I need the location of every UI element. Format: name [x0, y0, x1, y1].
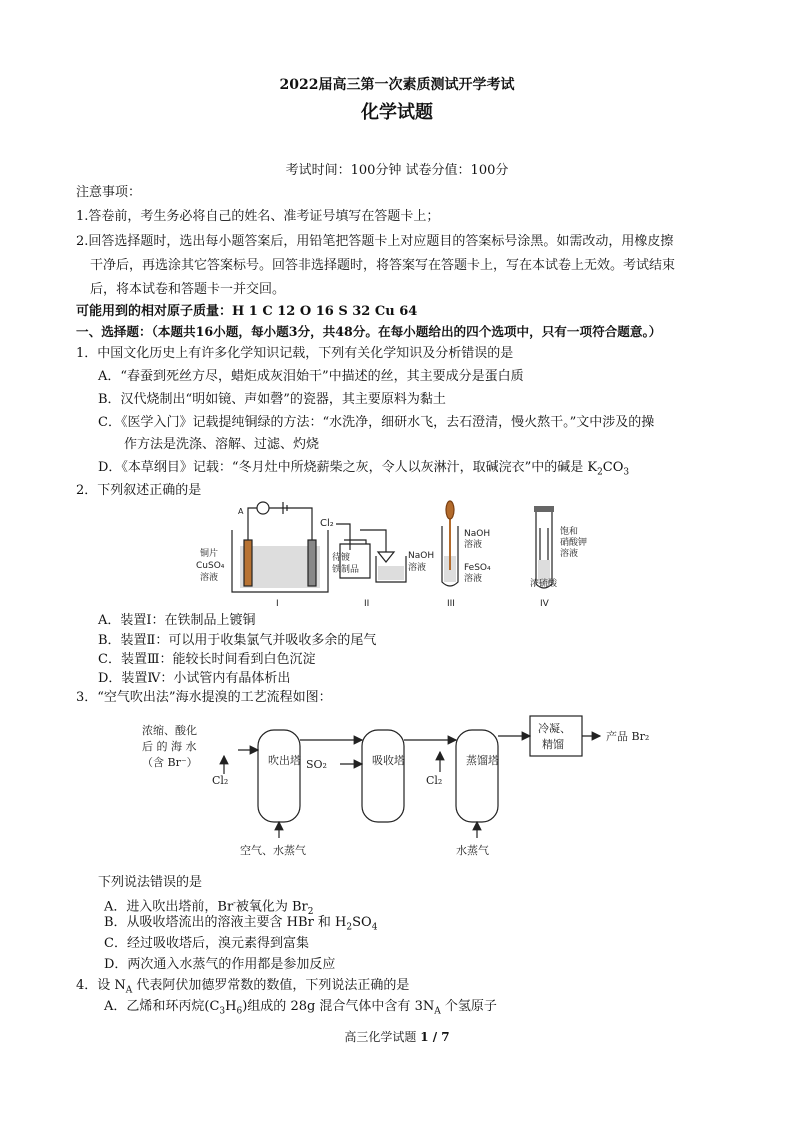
naoh-3-solution-label: 溶液	[464, 540, 483, 550]
saturated-label-1: 饱和	[560, 527, 579, 537]
exam-title: 2022届高三第一次素质测试开学考试	[279, 77, 515, 93]
note-item-2-line-2: 干净后，再选涂其它答案标号。回答非选择题时，将答案写在答题卡上，写在本试卷上无效。考试结束	[90, 258, 676, 273]
tower-3-label: 蒸馏塔	[466, 754, 499, 767]
feso4-solution-label: 溶液	[464, 574, 483, 584]
q2-option-c: C．装置Ⅲ：能较长时间看到白色沉淀	[98, 652, 316, 667]
bottom-input-1: 空气、水蒸气	[240, 844, 306, 857]
page-footer: 高三化学试题 1 / 7	[344, 1030, 450, 1044]
blowout-tower	[258, 730, 300, 822]
note-item-2-line-1: 2.回答选择题时，选出每小题答案后，用铅笔把答题卡上对应题目的答案标号涂黑。如需改动，用橡皮擦	[76, 234, 674, 249]
cuso4-solution-label: 溶液	[200, 573, 219, 583]
tower-2-label: 吸收塔	[372, 754, 405, 767]
condense-label-2: 精馏	[542, 738, 564, 751]
cu-plate-label: 铜片	[200, 549, 219, 559]
apparatus-3	[442, 501, 458, 586]
ammeter-label: A	[238, 507, 244, 516]
cl2-input-b: Cl₂	[426, 774, 443, 787]
apparatus-4	[534, 506, 554, 588]
absorption-tower	[362, 730, 404, 822]
feed-label-1: 浓缩、酸化	[142, 724, 197, 737]
q1-stem: 1．中国文化历史上有许多化学知识记载，下列有关化学知识及分析错误的是	[76, 346, 514, 361]
q3-option-c: C．经过吸收塔后，溴元素得到富集	[104, 936, 309, 951]
roman-1: I	[276, 599, 279, 609]
q4-option-a: A．乙烯和环丙烷$(C_3H_6)$组成的 28g 混合气体中含有 $3N_A$ 个氢原子	[104, 999, 497, 1017]
conc-h2so4-label: 浓硫酸	[530, 579, 558, 589]
q1-option-a: A．“春蚕到死丝方尽，蜡炬成灰泪始干”中描述的丝，其主要成分是蛋白质	[98, 369, 524, 384]
subject-title: 化学试题	[361, 102, 433, 123]
note-item-2-line-3: 后，将本试卷和答题卡一并交回。	[90, 282, 286, 297]
roman-2: II	[364, 599, 370, 609]
tower-1-label: 吹出塔	[268, 754, 301, 767]
cl2-input-a: Cl₂	[212, 774, 229, 787]
q3-flow-diagram	[0, 712, 794, 862]
feed-label-2: 后 的 海 水	[142, 740, 197, 753]
naoh-solution-label: 溶液	[408, 563, 427, 573]
plated-label-1: 待镀	[332, 553, 351, 563]
apparatus-1	[232, 502, 328, 592]
so2-label: SO₂	[306, 758, 327, 771]
exam-info: 考试时间：100分钟 试卷分值：100分	[285, 163, 509, 178]
cl2-label: Cl₂	[320, 518, 334, 529]
notes-heading: 注意事项：	[76, 185, 142, 200]
q2-option-a: A．装置Ⅰ：在铁制品上镀铜	[98, 613, 256, 628]
section1-heading: 一、选择题：（本题共16小题，每小题3分，共48分。在每小题给出的四个选项中，只有一项符合题意。）	[76, 324, 662, 339]
q1-option-c-line-2: 作方法是洗涤、溶解、过滤、灼烧	[124, 437, 320, 452]
feso4-label: FeSO₄	[464, 563, 491, 573]
note-item-1: 1.答卷前，考生务必将自己的姓名、准考证号填写在答题卡上；	[76, 209, 440, 224]
atomic-mass-line: 可能用到的相对原子质量：H 1 C 12 O 16 S 32 Cu 64	[76, 304, 418, 319]
q3-option-d: D．两次通入水蒸气的作用都是参加反应	[104, 957, 336, 972]
q1-option-d: D．《本草纲目》记载：“冬月灶中所烧薪柴之灰，令人以灰淋汁，取碱浣衣”中的碱是 $K_2CO_3$	[98, 460, 630, 478]
q2-apparatus-figure	[0, 500, 794, 610]
q2-stem: 2．下列叙述正确的是	[76, 483, 202, 498]
q3-intro: 下列说法错误的是	[98, 875, 203, 890]
q1-option-b: B．汉代烧制出“明如镜、声如磬”的瓷器，其主要原料为黏土	[98, 392, 446, 407]
distillation-tower	[456, 730, 498, 822]
q2-option-d: D．装置Ⅳ：小试管内有晶体析出	[98, 671, 291, 686]
bottom-input-2: 水蒸气	[456, 844, 489, 857]
saturated-label-3: 溶液	[560, 549, 579, 559]
condense-label-1: 冷凝、	[538, 722, 571, 735]
q3-stem: 3．“空气吹出法”海水提溴的工艺流程如图：	[76, 690, 332, 705]
q2-option-b: B．装置Ⅱ：可以用于收集氯气并吸收多余的尾气	[98, 633, 377, 648]
plated-label-2: 铁制品	[332, 565, 360, 575]
saturated-label-2: 硝酸钾	[560, 538, 588, 548]
roman-4: IV	[540, 599, 549, 609]
naoh-3-label: NaOH	[464, 529, 491, 539]
feed-label-3: （含 Br⁻）	[142, 756, 198, 769]
cuso4-label: CuSO₄	[196, 561, 225, 571]
product-label: 产品 Br₂	[606, 730, 650, 743]
naoh-label: NaOH	[408, 551, 435, 561]
q1-option-c-line-1: C．《医学入门》记载提纯铜绿的方法：“水洗净，细研水飞，去石澄清，慢火熬干。”文中涉及的操	[98, 415, 655, 430]
q4-stem: 4．设 $N_A$ 代表阿伏加德罗常数的数值，下列说法正确的是	[76, 978, 410, 996]
page-number: 1 / 7	[420, 1030, 450, 1044]
q3-option-a: A．进入吹出塔前，Br-被氧化为 $Br_2$	[104, 898, 314, 917]
roman-3: III	[447, 599, 455, 609]
q3-option-b: B．从吸收塔流出的溶液主要含 HBr 和 $H_2SO_4$	[104, 915, 378, 933]
